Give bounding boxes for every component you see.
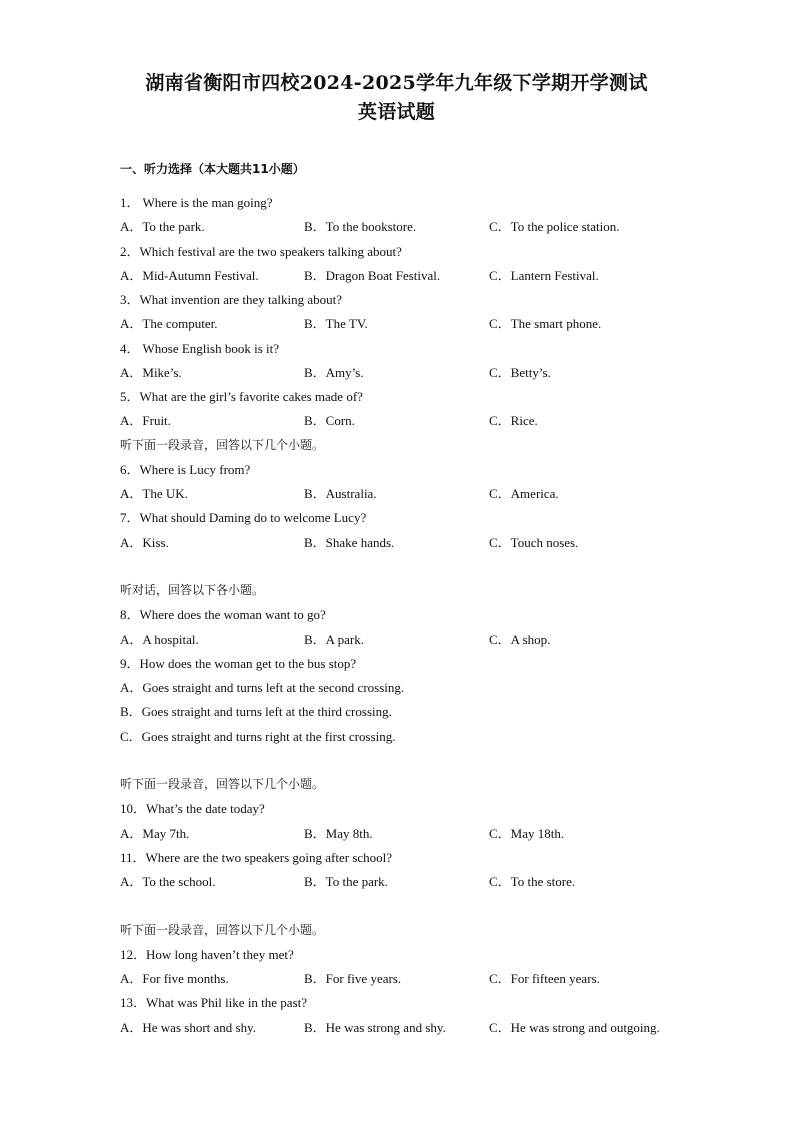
answer-option: C．Lantern Festival. <box>489 267 599 283</box>
answer-option: A．Mid-Autumn Festival. <box>120 267 259 283</box>
answer-option: B．To the park. <box>304 874 388 889</box>
answer-option: B．Amy’s. <box>304 364 364 380</box>
answer-option: A．He was short and shy. <box>120 1019 256 1035</box>
question-text: 11．Where are the two speakers going after school? <box>120 849 393 865</box>
question-text: 5．What are the girl’s favorite cakes made of? <box>120 389 363 404</box>
question-text: 7．What should Daming do to welcome Lucy? <box>120 510 367 526</box>
question-text: 1． Where is the man going? <box>120 195 273 210</box>
answer-option: C．Goes straight and turns right at the first crossing. <box>120 728 396 744</box>
question-text: 4． Whose English book is it? <box>120 340 280 356</box>
answer-option: A．May 7th. <box>120 825 190 841</box>
question-text: 10．What’s the date today? <box>120 801 265 817</box>
section-heading: 一、听力选择（本大题共11小题） <box>120 162 305 176</box>
answer-option: C．To the police station. <box>489 219 620 235</box>
answer-option: B．Corn. <box>304 413 355 429</box>
answer-option: A．A hospital. <box>120 631 199 647</box>
question-text: 8．Where does the woman want to go? <box>120 607 326 623</box>
question-text: 2．Which festival are the two speakers talking about? <box>120 243 402 259</box>
instruction-text: 听下面一段录音，回答以下几个小题。 <box>120 437 325 452</box>
instruction-text: 听对话，回答以下各小题。 <box>120 583 265 597</box>
document-title: 湖南省衡阳市四校2024-2025学年九年级下学期开学测试 <box>145 72 648 94</box>
answer-option: C．May 18th. <box>489 825 565 841</box>
answer-option: C．The smart phone. <box>489 316 602 332</box>
answer-option: A．Goes straight and turns left at the second crossing. <box>120 680 405 695</box>
answer-option: C．Betty’s. <box>489 364 551 380</box>
answer-option: B．May 8th. <box>304 825 373 841</box>
answer-option: C．America. <box>489 486 559 501</box>
question-text: 9．How does the woman get to the bus stop? <box>120 655 357 671</box>
answer-option: C．For fifteen years. <box>489 971 600 986</box>
answer-option: C．To the store. <box>489 874 576 889</box>
answer-option: B．Australia. <box>304 486 377 501</box>
answer-option: B．Goes straight and turns left at the third crossing. <box>120 704 392 720</box>
answer-option: A．The computer. <box>120 316 218 332</box>
answer-option: A．The UK. <box>120 486 188 501</box>
answer-option: B．A park. <box>304 631 364 647</box>
answer-option: B．For five years. <box>304 971 402 986</box>
answer-option: B．To the bookstore. <box>304 219 417 235</box>
answer-option: C．Touch noses. <box>489 534 579 550</box>
document-subtitle: 英语试题 <box>357 101 436 123</box>
answer-option: A．Mike’s. <box>120 364 182 380</box>
answer-option: A．Kiss. <box>120 534 169 550</box>
instruction-text: 听下面一段录音，回答以下几个小题。 <box>120 922 325 937</box>
answer-option: C．A shop. <box>489 631 551 647</box>
answer-option: B．He was strong and shy. <box>304 1019 446 1035</box>
instruction-text: 听下面一段录音，回答以下几个小题。 <box>120 777 325 791</box>
answer-option: A．Fruit. <box>120 413 171 429</box>
answer-option: B．Shake hands. <box>304 534 395 550</box>
answer-option: A．For five months. <box>120 971 229 986</box>
answer-option: B．Dragon Boat Festival. <box>304 267 441 283</box>
answer-option: C．He was strong and outgoing. <box>489 1019 660 1035</box>
question-text: 13．What was Phil like in the past? <box>120 995 308 1011</box>
answer-option: A．To the park. <box>120 219 205 235</box>
question-text: 12．How long haven’t they met? <box>120 946 294 962</box>
question-text: 6．Where is Lucy from? <box>120 461 251 477</box>
answer-option: B．The TV. <box>304 316 368 332</box>
answer-option: C．Rice. <box>489 413 538 429</box>
answer-option: A．To the school. <box>120 874 216 889</box>
question-text: 3．What invention are they talking about? <box>120 292 343 307</box>
